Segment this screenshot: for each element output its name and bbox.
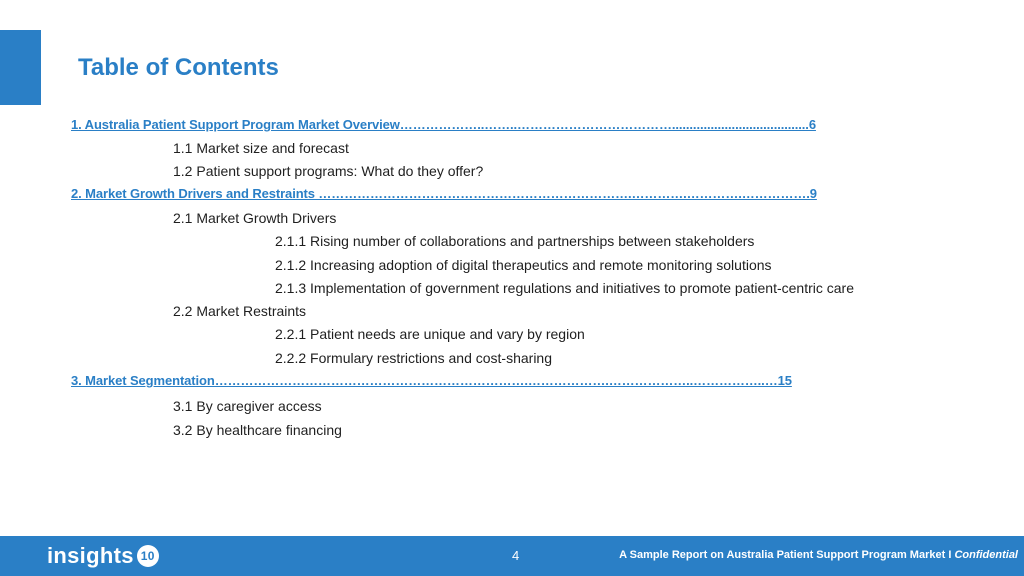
page-number: 4 — [512, 548, 520, 563]
logo-text: insights — [47, 543, 134, 568]
toc-item-2-2-2: 2.2.2 Formulary restrictions and cost-sharing — [275, 350, 552, 366]
insights10-logo — [47, 543, 159, 569]
footer-report-text — [619, 549, 1018, 561]
toc-subsection-1-1: 1.1 Market size and forecast — [173, 140, 349, 156]
toc-item-2-1-1: 2.1.1 Rising number of collaborations and partnerships between stakeholders — [275, 233, 755, 249]
logo-badge: 10 — [137, 545, 159, 567]
toc-subsection-3-1: 3.1 By caregiver access — [173, 398, 322, 414]
toc-section-1-link[interactable]: 1. Australia Patient Support Program Market Overview………………..……..……………………………….......................................6 — [71, 117, 816, 132]
toc-section-3-link[interactable]: 3. Market Segmentation……………………………………………………………….……………….………………..……………..…15 — [71, 373, 792, 388]
footer-report-title: A Sample Report on Australia Patient Support Program Market I — [619, 549, 955, 561]
toc-subsection-3-2: 3.2 By healthcare financing — [173, 422, 342, 438]
toc-section-2-link[interactable]: 2. Market Growth Drivers and Restraints ……………………………………………………………….………….………….…………….9 — [71, 186, 817, 201]
page-title: Table of Contents — [78, 54, 279, 81]
toc-subsection-1-2: 1.2 Patient support programs: What do they offer? — [173, 163, 484, 179]
confidential-label: Confidential — [954, 549, 1018, 561]
footer-bar — [0, 536, 1024, 576]
toc-item-2-2-1: 2.2.1 Patient needs are unique and vary by region — [275, 326, 585, 342]
toc-item-2-1-2: 2.1.2 Increasing adoption of digital therapeutics and remote monitoring solutions — [275, 257, 772, 273]
toc-item-2-1-3: 2.1.3 Implementation of government regulations and initiatives to promote patient-centric care — [275, 280, 854, 296]
toc-subsection-2-1: 2.1 Market Growth Drivers — [173, 210, 337, 226]
toc-subsection-2-2: 2.2 Market Restraints — [173, 303, 307, 319]
